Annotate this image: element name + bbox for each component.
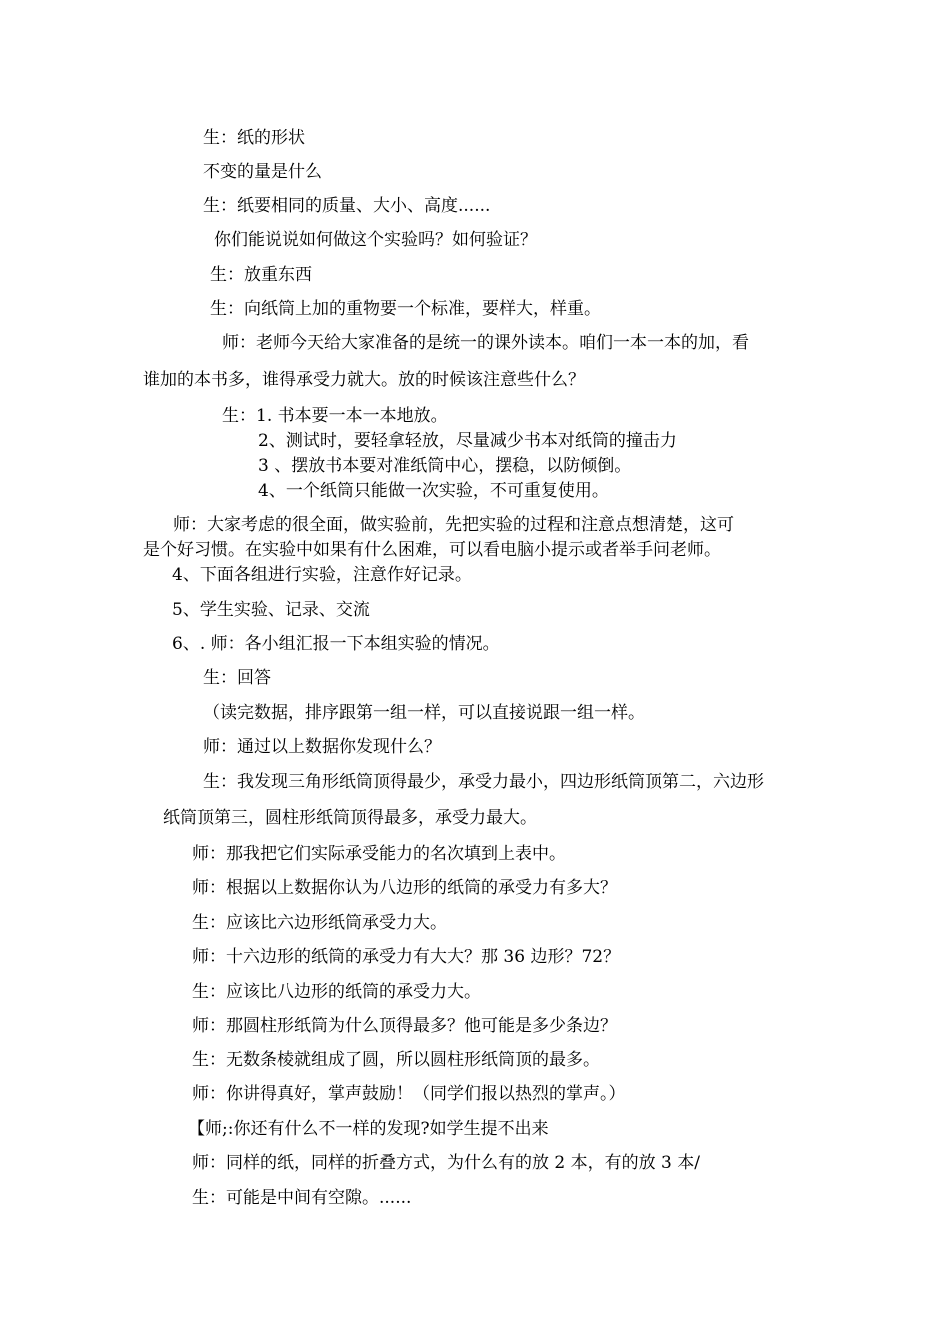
text-line: 生：纸要相同的质量、大小、高度...... [203, 196, 491, 216]
text-line: 师：老师今天给大家准备的是统一的课外读本。咱们一本一本的加，看 [222, 333, 749, 353]
text-line: 生：应该比八边形的纸筒的承受力大。 [192, 982, 481, 1002]
text-line: 师：同样的纸，同样的折叠方式，为什么有的放 2 本，有的放 3 本/ [192, 1153, 700, 1173]
text-line: 你们能说说如何做这个实验吗？如何验证？ [214, 230, 537, 250]
text-line: 生：放重东西 [210, 265, 312, 285]
text-line: 生：向纸筒上加的重物要一个标准，要样大，样重。 [210, 299, 601, 319]
text-line: （读完数据，排序跟第一组一样，可以直接说跟一组一样。 [203, 703, 645, 723]
text-line: 2、测试时，要轻拿轻放，尽量减少书本对纸筒的撞击力 [258, 431, 677, 451]
text-line: 谁加的本书多，谁得承受力就大。放的时候该注意些什么？ [143, 370, 585, 390]
text-line: 不变的量是什么 [203, 162, 322, 182]
text-line: 生：我发现三角形纸筒顶得最少，承受力最小，四边形纸筒顶第二，六边形 [203, 772, 764, 792]
text-line: 5、学生实验、记录、交流 [172, 600, 370, 620]
text-line: 师：那我把它们实际承受能力的名次填到上表中。 [192, 844, 566, 864]
text-line: 生：回答 [203, 668, 271, 688]
text-line: 3 、摆放书本要对准纸筒中心，摆稳，以防倾倒。 [258, 456, 632, 476]
text-line: 师：那圆柱形纸筒为什么顶得最多？他可能是多少条边？ [192, 1016, 617, 1036]
text-line: 6、. 师：各小组汇报一下本组实验的情况。 [172, 634, 500, 654]
text-line: 师：十六边形的纸筒的承受力有大大？那 36 边形？72？ [192, 947, 621, 967]
text-line: 4、下面各组进行实验，注意作好记录。 [172, 565, 472, 585]
text-line: 生：应该比六边形纸筒承受力大。 [192, 913, 447, 933]
text-line: 生：无数条棱就组成了圆，所以圆柱形纸筒顶的最多。 [192, 1050, 600, 1070]
text-line: 师：大家考虑的很全面，做实验前，先把实验的过程和注意点想清楚，这可 [173, 515, 734, 535]
text-line: 师：通过以上数据你发现什么？ [203, 737, 441, 757]
text-line: 【师;:你还有什么不一样的发现?如学生提不出来 [188, 1119, 549, 1139]
text-line: 是个好习惯。在实验中如果有什么困难，可以看电脑小提示或者举手问老师。 [143, 540, 721, 560]
text-line: 师：根据以上数据你认为八边形的纸筒的承受力有多大？ [192, 878, 617, 898]
text-line: 生：纸的形状 [203, 128, 305, 148]
text-line: 生：可能是中间有空隙。...... [192, 1188, 412, 1208]
text-line: 4、一个纸筒只能做一次实验，不可重复使用。 [258, 481, 609, 501]
text-line: 生：1. 书本要一本一本地放。 [222, 406, 448, 426]
text-line: 纸筒顶第三，圆柱形纸筒顶得最多，承受力最大。 [163, 808, 537, 828]
text-line: 师：你讲得真好，掌声鼓励！（同学们报以热烈的掌声。） [192, 1084, 626, 1104]
